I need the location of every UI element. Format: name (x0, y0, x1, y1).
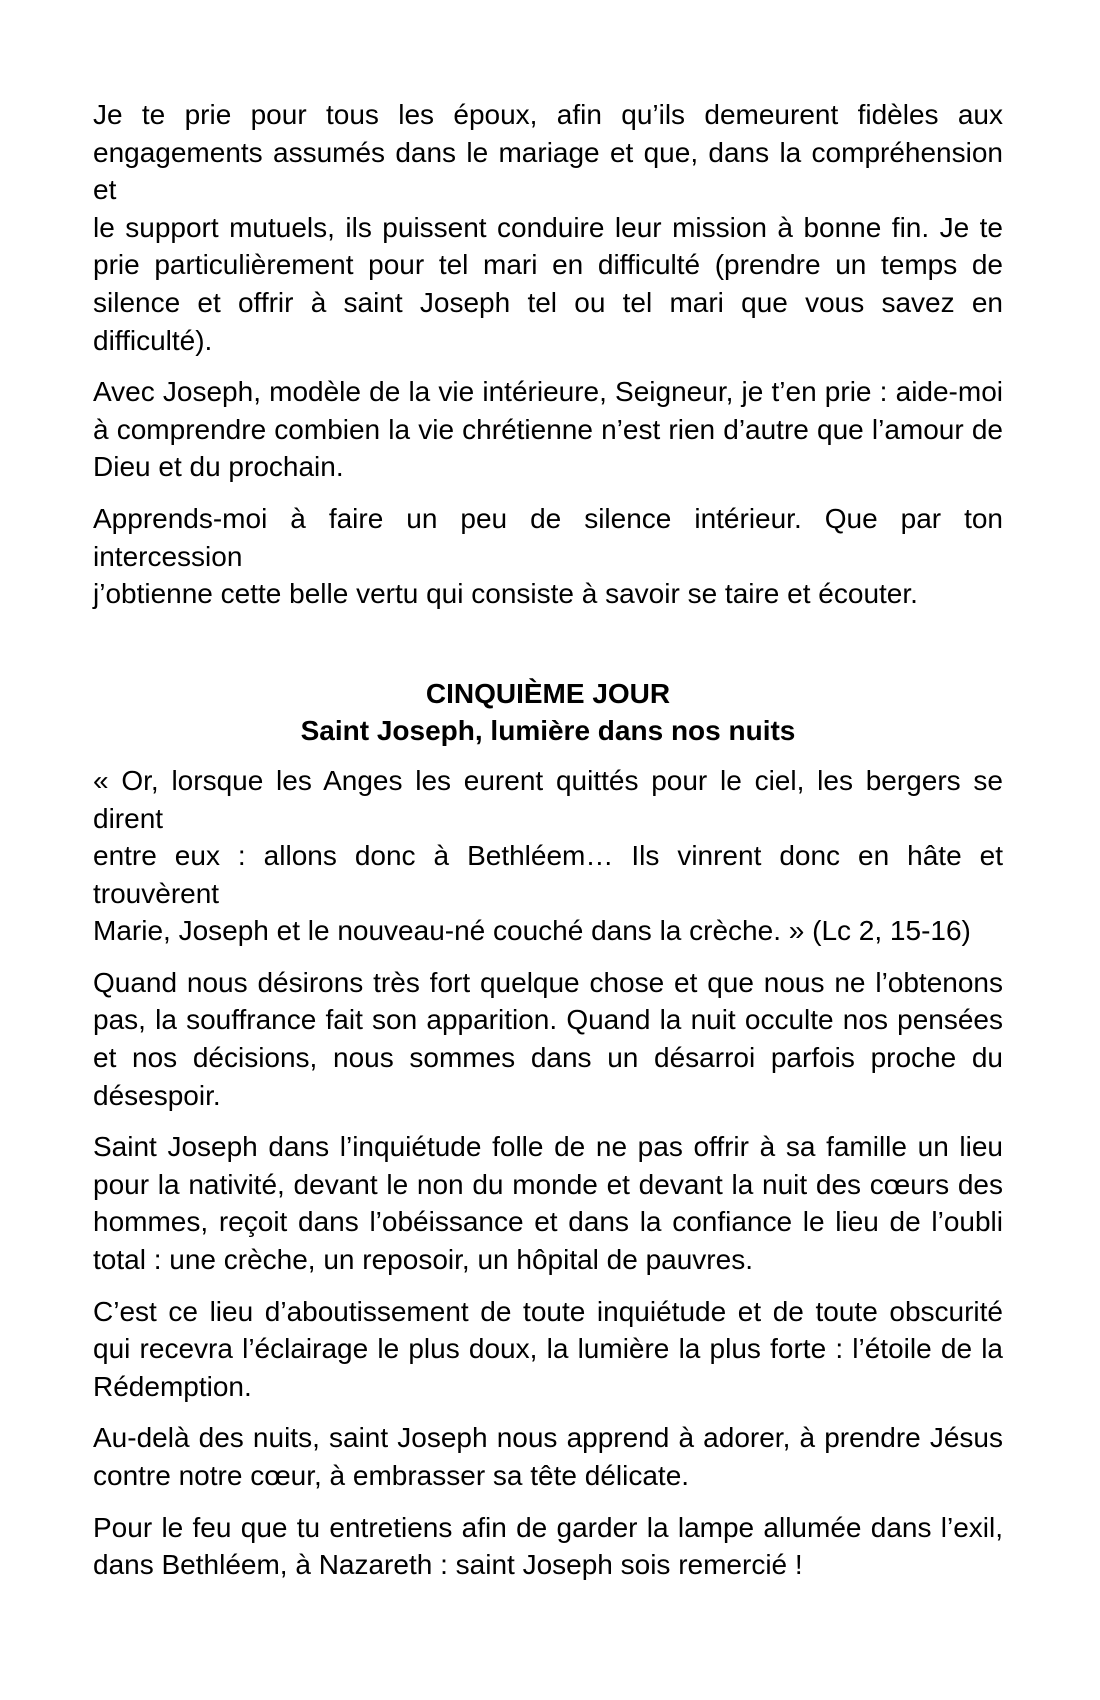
paragraph-meditation-redemption (93, 1293, 1003, 1406)
text-line: prie particulièrement pour tel mari en difficulté (prendre un temps de (93, 249, 1003, 281)
text-line: entre eux : allons donc à Bethléem… Ils vinrent donc en hâte et trouvèrent (93, 840, 1003, 909)
text-line: hommes, reçoit dans l’obéissance et dans la confiance le lieu de l’oubli (93, 1206, 1003, 1238)
paragraph-prayer-interior-life (93, 373, 1003, 486)
paragraph-prayer-silence (93, 500, 1003, 613)
text-line: Quand nous désirons très fort quelque chose et que nous ne l’obtenons (93, 966, 1003, 998)
text-line: Pour le feu que tu entretiens afin de garder la lampe allumée dans l’exil, (93, 1511, 1003, 1543)
text-line: dans Bethléem, à Nazareth : saint Joseph sois remercié ! (93, 1549, 803, 1581)
text-line: silence et offrir à saint Joseph tel ou tel mari que vous savez en difficulté). (93, 286, 1003, 356)
text-line: le support mutuels, ils puissent conduire leur mission à bonne fin. Je te (93, 211, 1003, 243)
text-line: à comprendre combien la vie chrétienne n’est rien d’autre que l’amour de (93, 413, 1003, 445)
text-line: j’obtienne cette belle vertu qui consiste à savoir se taire et écouter. (93, 578, 918, 610)
paragraph-prayer-spouses (93, 96, 1003, 359)
text-line: « Or, lorsque les Anges les eurent quittés pour le ciel, les bergers se dirent (93, 764, 1003, 834)
text-line: pour la nativité, devant le non du monde et devant la nuit des cœurs des (93, 1168, 1003, 1200)
text-line: Marie, Joseph et le nouveau-né couché dans la crèche. » (Lc 2, 15-16) (93, 915, 971, 947)
text-line: engagements assumés dans le mariage et que, dans la compréhension et (93, 136, 1003, 206)
text-line: total : une crèche, un reposoir, un hôpital de pauvres. (93, 1244, 753, 1276)
text-line: Au-delà des nuits, saint Joseph nous apprend à adorer, à prendre Jésus (93, 1422, 1003, 1454)
text-line: Rédemption. (93, 1370, 252, 1402)
day-heading (93, 675, 1003, 750)
paragraph-meditation-desire (93, 964, 1003, 1114)
paragraph-meditation-adoration (93, 1419, 1003, 1494)
text-line: contre notre cœur, à embrasser sa tête délicate. (93, 1460, 690, 1491)
text-line: désespoir. (93, 1079, 221, 1111)
text-line: C’est ce lieu d’aboutissement de toute inquiétude et de toute obscurité (93, 1295, 1003, 1327)
day-heading-title: CINQUIÈME JOUR (425, 677, 671, 709)
text-line: Je te prie pour tous les époux, afin qu’ils demeurent fidèles aux (93, 99, 1003, 130)
text-line: Saint Joseph dans l’inquiétude folle de ne pas offrir à sa famille un lieu (93, 1131, 1003, 1163)
text-line: et nos décisions, nous sommes dans un désarroi parfois proche du (93, 1042, 1003, 1074)
text-line: pas, la souffrance fait son apparition. Quand la nuit occulte nos pensées (93, 1004, 1003, 1036)
paragraph-scripture-quote (93, 762, 1003, 950)
text-line: Apprends-moi à faire un peu de silence intérieur. Que par ton intercession (93, 502, 1003, 572)
text-line: Avec Joseph, modèle de la vie intérieure, Seigneur, je t’en prie : aide-moi (93, 376, 1003, 408)
text-line: Dieu et du prochain. (93, 451, 344, 483)
text-line: qui recevra l’éclairage le plus doux, la lumière la plus forte : l’étoile de la (93, 1333, 1003, 1365)
paragraph-meditation-nativity (93, 1128, 1003, 1278)
day-heading-subtitle: Saint Joseph, lumière dans nos nuits (300, 715, 796, 747)
paragraph-thanksgiving (93, 1509, 1003, 1584)
